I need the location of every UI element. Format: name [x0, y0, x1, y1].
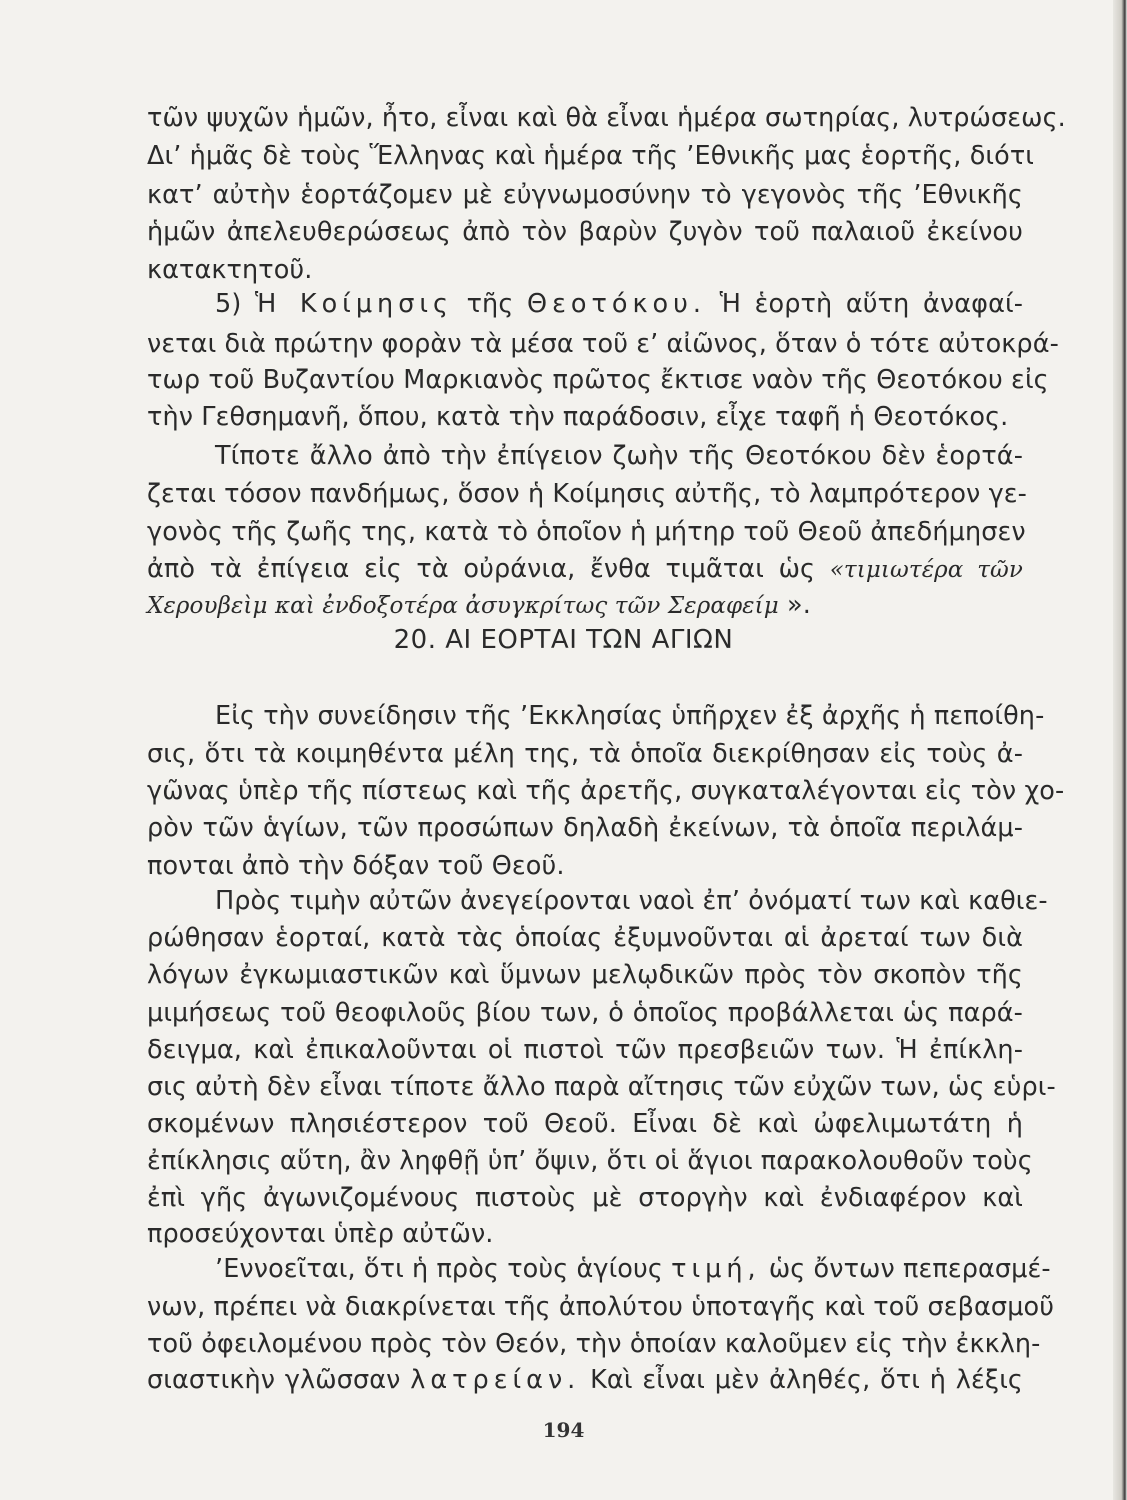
text-run: ἀπὸ τὰ ἐπίγεια εἰς τὰ οὐράνια, ἔνθα τιμᾶται ὡς [147, 554, 830, 584]
text-line: Δι’ ἡμᾶς δὲ τοὺς Ἕλληνας καὶ ἡμέρα τῆς ’Εθνικῆς μας ἑορτῆς, διότι [147, 141, 1035, 171]
text-line: δειγμα, καὶ ἐπικαλοῦνται οἱ πιστοὶ τῶν πρεσβειῶν των. Ἡ ἐπίκλη- [147, 1035, 1023, 1065]
text-line: μιμήσεως τοῦ θεοφιλοῦς βίου των, ὁ ὁποῖος προβάλλεται ὡς παρά- [147, 998, 1023, 1028]
text-line: κατ’ αὐτὴν ἑορτάζομεν μὲ εὐγνωμοσύνην τὸ γεγονὸς τῆς ’Εθνικῆς [147, 180, 1023, 210]
text-line: ζεται τόσον πανδήμως, ὅσον ἡ Κοίμησις αὐτῆς, τὸ λαμπρότερον γε- [147, 479, 1027, 509]
page-number: 194 [542, 1418, 585, 1442]
section-title: Ἡ Κοίμησις [255, 289, 453, 319]
text-line: ἐπὶ γῆς ἀγωνιζομένους πιστοὺς μὲ στοργὴν καὶ ἐνδιαφέρον καὶ [147, 1183, 1023, 1213]
text-line: τωρ τοῦ Βυζαντίου Μαρκιανὸς πρῶτος ἔκτισε ναὸν τῆς Θεοτόκου εἰς [147, 365, 1049, 395]
text-line: γονὸς τῆς ζωῆς της, κατὰ τὸ ὁποῖον ἡ μήτηρ τοῦ Θεοῦ ἀπεδήμησεν [147, 517, 1026, 547]
text-line [147, 549, 1023, 589]
section-title-end: Θεοτόκου. [527, 289, 706, 319]
page-edge-shadow [1113, 0, 1127, 1500]
italic-quote: Χερουβεὶμ καὶ ἐνδοξοτέρα ἀσυγκρίτως τῶν Σεραφείμ [147, 593, 779, 619]
spaced-word: λατρείαν. [410, 1365, 581, 1395]
text-run: σιαστικὴν γλῶσσαν [147, 1365, 411, 1395]
text-line: τοῦ ὀφειλομένου πρὸς τὸν Θεόν, τὴν ὁποίαν καλοῦμεν εἰς τὴν ἐκκλη- [147, 1329, 1041, 1359]
text-line: ἡμῶν ἀπελευθερώσεως ἀπὸ τὸν βαρὺν ζυγὸν τοῦ παλαιοῦ ἐκείνου [147, 217, 1023, 247]
text-line: νεται διὰ πρώτην φορὰν τὰ μέσα τοῦ ε’ αἰῶνος, ὅταν ὁ τότε αὐτοκρά- [147, 329, 1059, 359]
text-line: σις αὐτὴ δὲν εἶναι τίποτε ἄλλο παρὰ αἴτησις τῶν εὐχῶν των, ὡς εὑρι- [147, 1072, 1056, 1102]
text-run: Ἡ ἑορτὴ αὕτη ἀναφαί- [705, 289, 1024, 319]
section-heading-line [215, 284, 1023, 324]
text-line: πονται ἀπὸ τὴν δόξαν τοῦ Θεοῦ. [147, 851, 565, 881]
section-number: 5) [215, 289, 256, 319]
text-line: Εἰς τὴν συνείδησιν τῆς ’Εκκλησίας ὑπῆρχεν ἐξ ἀρχῆς ἡ πεποίθη- [215, 701, 1045, 731]
text-line: προσεύχονται ὑπὲρ αὐτῶν. [147, 1219, 494, 1249]
text-line: ρώθησαν ἑορταί, κατὰ τὰς ὁποίας ἐξυμνοῦνται αἱ ἀρεταί των διὰ [147, 923, 1023, 953]
spaced-word: τιμή, [671, 1254, 761, 1284]
text-line: λόγων ἐγκωμιαστικῶν καὶ ὕμνων μελῳδικῶν πρὸς τὸν σκοπὸν τῆς [147, 960, 1023, 990]
italic-quote: «τιμιωτέρα τῶν [829, 557, 1023, 583]
text-line: ἐπίκλησις αὕτη, ἂν ληφθῇ ὑπ’ ὄψιν, ὅτι οἱ ἅγιοι παρακολουθοῦν τοὺς [147, 1146, 1033, 1176]
text-run: ’Εννοεῖται, ὅτι ἡ πρὸς τοὺς ἁγίους [215, 1254, 672, 1284]
text-line: τῶν ψυχῶν ἡμῶν, ἦτο, εἶναι καὶ θὰ εἶναι ἡμέρα σωτηρίας, λυτρώσεως. [147, 103, 1066, 133]
text-line: σκομένων πλησιέστερον τοῦ Θεοῦ. Εἶναι δὲ καὶ ὠφελιμωτάτη ἡ [147, 1109, 1023, 1139]
text-run: ὡς ὄντων πεπερασμέ- [760, 1254, 1051, 1284]
text-line [147, 1360, 1023, 1400]
chapter-heading: 20. ΑΙ ΕΟΡΤΑΙ ΤΩΝ ΑΓΙΩΝ [393, 625, 734, 655]
text-line: σις, ὅτι τὰ κοιμηθέντα μέλη της, τὰ ὁποῖα διεκρίθησαν εἰς τοὺς ἀ- [147, 739, 1023, 769]
text-run: Καὶ εἶναι μὲν ἀληθές, ὅτι ἡ λέξις [580, 1365, 1023, 1395]
text-run: ». [778, 590, 811, 620]
text-line: Πρὸς τιμὴν αὐτῶν ἀνεγείρονται ναοὶ ἐπ’ ὀνόματί των καὶ καθιε- [215, 886, 1048, 916]
text-line: τὴν Γεθσημανῆ, ὅπου, κατὰ τὴν παράδοσιν, εἶχε ταφῆ ἡ Θεοτόκος. [147, 402, 1009, 432]
text-line: Τίποτε ἄλλο ἀπὸ τὴν ἐπίγειον ζωὴν τῆς Θεοτόκου δὲν ἑορτά- [215, 441, 1023, 471]
text-line [147, 585, 1023, 625]
text-line: ρὸν τῶν ἁγίων, τῶν προσώπων δηλαδὴ ἐκείνων, τὰ ὁποῖα περιλάμ- [147, 813, 1023, 843]
text-line: νων, πρέπει νὰ διακρίνεται τῆς ἀπολύτου ὑποταγῆς καὶ τοῦ σεβασμοῦ [147, 1292, 1055, 1322]
text-line: γῶνας ὑπὲρ τῆς πίστεως καὶ τῆς ἀρετῆς, συγκαταλέγονται εἰς τὸν χο- [147, 776, 1065, 806]
section-title-rest: τῆς [452, 289, 528, 319]
text-line [215, 1249, 1051, 1289]
text-line: κατακτητοῦ. [147, 255, 313, 285]
